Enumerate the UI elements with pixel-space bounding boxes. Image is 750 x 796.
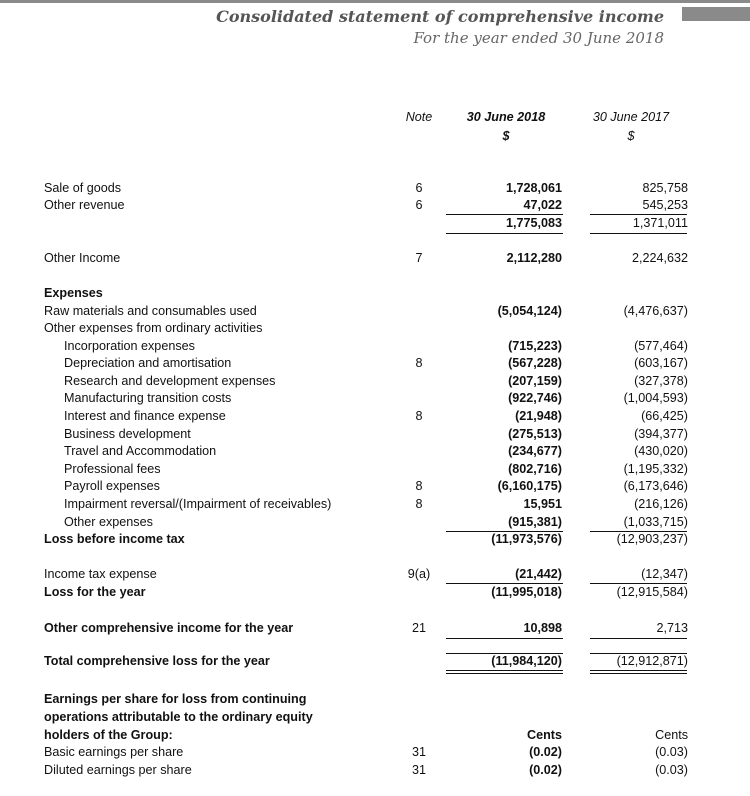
rule-prior [590, 638, 687, 639]
statement-row-other-comprehensive-income [0, 621, 750, 638]
statement-row-incorporation [0, 339, 750, 356]
header-accent-block [682, 7, 750, 21]
row-note: 8 [415, 479, 423, 493]
row-prior-value: (1,004,593) [623, 391, 688, 405]
statement-row-eps-heading-3 [0, 728, 750, 745]
row-prior-value: (6,173,646) [623, 479, 688, 493]
row-prior-value: (430,020) [634, 444, 688, 458]
row-label: Payroll expenses [64, 479, 160, 493]
row-current-value: 2,112,280 [506, 251, 562, 265]
row-label: Travel and Accommodation [64, 444, 217, 458]
row-prior-value: (0.03) [655, 745, 688, 759]
statement-row-other-revenue [0, 198, 750, 215]
statement-row-raw-materials [0, 304, 750, 321]
row-prior-value: 2,224,632 [631, 251, 688, 265]
row-current-value: (21,948) [515, 409, 562, 423]
row-prior-value: (0.03) [655, 763, 688, 777]
row-note: 31 [411, 763, 426, 777]
statement-row-basic-eps [0, 745, 750, 762]
row-prior-value: (603,167) [634, 356, 688, 370]
row-label: Business development [64, 427, 191, 441]
row-label: Loss before income tax [44, 532, 185, 546]
row-label: Professional fees [64, 462, 161, 476]
row-current-value: (11,995,018) [491, 585, 562, 599]
row-current-value: (567,228) [508, 356, 562, 370]
row-current-value: (922,746) [508, 391, 562, 405]
row-current-value: 47,022 [523, 198, 562, 212]
section-heading: holders of the Group: [44, 728, 173, 742]
page-subtitle: For the year ended 30 June 2018 [413, 29, 664, 47]
row-current-value: (234,677) [508, 444, 562, 458]
subtotal-rule-prior [590, 583, 687, 584]
statement-row-travel [0, 444, 750, 461]
row-label: Total comprehensive loss for the year [44, 654, 270, 668]
row-label: Impairment reversal/(Impairment of receivables) [64, 497, 332, 511]
row-label: Research and development expenses [64, 374, 276, 388]
current-currency-label: $ [502, 129, 510, 143]
row-prior-value: (1,195,332) [623, 462, 688, 476]
row-label: Other expenses [64, 515, 153, 529]
statement-row-eps-heading-1 [0, 692, 750, 709]
row-prior-value: (394,377) [634, 427, 688, 441]
row-label: Incorporation expenses [64, 339, 195, 353]
statement-row-loss-for-year [0, 585, 750, 602]
row-prior-value: (4,476,637) [623, 304, 688, 318]
row-current-value: (21,442) [515, 567, 562, 581]
statement-row-payroll [0, 479, 750, 496]
row-note: 9(a) [407, 567, 431, 581]
row-note: 8 [415, 497, 423, 511]
row-prior-value: (216,126) [634, 497, 688, 511]
row-current-value: (207,159) [508, 374, 562, 388]
row-current-value: (11,973,576) [491, 532, 562, 546]
statement-row-other-expenses [0, 515, 750, 532]
row-current-value: (275,513) [508, 427, 562, 441]
row-prior-value: (12,903,237) [616, 532, 688, 546]
section-heading: operations attributable to the ordinary equity [44, 710, 313, 724]
row-label: Sale of goods [44, 181, 122, 195]
prior-currency-label: $ [627, 129, 635, 143]
row-current-value: 10,898 [523, 621, 562, 635]
top-rule [0, 0, 750, 3]
statement-row-sale-of-goods [0, 181, 750, 198]
double-rule-prior [590, 670, 687, 674]
statement-row-professional-fees [0, 462, 750, 479]
statement-row-diluted-eps [0, 763, 750, 780]
statement-row-other-expenses-heading [0, 321, 750, 338]
row-current-value: (802,716) [508, 462, 562, 476]
row-prior-value: (12,915,584) [616, 585, 688, 599]
row-label: Other comprehensive income for the year [44, 621, 294, 635]
total-rule-prior [590, 233, 687, 234]
statement-row-manufacturing [0, 391, 750, 408]
row-label: Interest and finance expense [64, 409, 226, 423]
row-label: Depreciation and amortisation [64, 356, 232, 370]
eps-current-unit: Cents [527, 728, 562, 742]
row-current-value: (715,223) [508, 339, 562, 353]
row-note: 21 [411, 621, 426, 635]
row-label: Income tax expense [44, 567, 157, 581]
statement-row-interest [0, 409, 750, 426]
statement-row-other-income [0, 251, 750, 268]
row-prior-value: (66,425) [641, 409, 688, 423]
row-prior-value: (12,347) [641, 567, 688, 581]
row-current-value: (915,381) [508, 515, 562, 529]
row-prior-value: (327,378) [634, 374, 688, 388]
statement-row-loss-before-tax [0, 532, 750, 549]
row-note: 7 [415, 251, 423, 265]
subtotal-rule-current [446, 583, 563, 584]
prior-year-header: 30 June 2017 [592, 110, 670, 124]
row-current-value: (11,984,120) [491, 654, 562, 668]
row-current-value: 1,728,061 [505, 181, 562, 195]
row-note: 31 [411, 745, 426, 759]
row-label: Other Income [44, 251, 121, 265]
row-current-value: (0.02) [529, 745, 562, 759]
row-label: Other revenue [44, 198, 125, 212]
page-title: Consolidated statement of comprehensive income [216, 7, 664, 26]
row-current-value: (5,054,124) [497, 304, 562, 318]
statement-row-depreciation [0, 356, 750, 373]
total-rule-current [446, 233, 563, 234]
row-note: 8 [415, 356, 423, 370]
row-label: Diluted earnings per share [44, 763, 192, 777]
row-current-value: (6,160,175) [497, 479, 562, 493]
statement-row-eps-heading-2 [0, 710, 750, 727]
row-current-value: 15,951 [523, 497, 562, 511]
row-prior-value: 825,758 [642, 181, 688, 195]
double-rule-current [446, 670, 563, 674]
row-label: Manufacturing transition costs [64, 391, 232, 405]
row-current-value: (0.02) [529, 763, 562, 777]
statement-row-revenue-total [0, 216, 750, 233]
statement-row-business-development [0, 427, 750, 444]
row-prior-value: 545,253 [642, 198, 688, 212]
eps-prior-unit: Cents [655, 728, 688, 742]
current-year-header: 30 June 2018 [466, 110, 546, 124]
subtotal-rule-current [446, 214, 563, 215]
section-heading: Earnings per share for loss from continuing [44, 692, 307, 706]
statement-row-research [0, 374, 750, 391]
note-column-header: Note [405, 110, 433, 124]
row-prior-value: 1,371,011 [632, 216, 688, 230]
row-current-value: 1,775,083 [505, 216, 562, 230]
row-label: Basic earnings per share [44, 745, 184, 759]
row-prior-value: (1,033,715) [623, 515, 688, 529]
statement-row-expenses-heading [0, 286, 750, 303]
section-heading: Expenses [44, 286, 103, 300]
row-prior-value: (577,464) [634, 339, 688, 353]
statement-row-impairment [0, 497, 750, 514]
row-label: Raw materials and consumables used [44, 304, 257, 318]
row-label: Other expenses from ordinary activities [44, 321, 263, 335]
rule-current [446, 638, 563, 639]
subtotal-rule-prior [590, 214, 687, 215]
row-note: 6 [415, 198, 423, 212]
statement-row-total-comprehensive-loss [0, 654, 750, 671]
row-prior-value: 2,713 [656, 621, 688, 635]
row-prior-value: (12,912,871) [616, 654, 688, 668]
row-label: Loss for the year [44, 585, 146, 599]
row-note: 6 [415, 181, 423, 195]
statement-row-income-tax [0, 567, 750, 584]
row-note: 8 [415, 409, 423, 423]
